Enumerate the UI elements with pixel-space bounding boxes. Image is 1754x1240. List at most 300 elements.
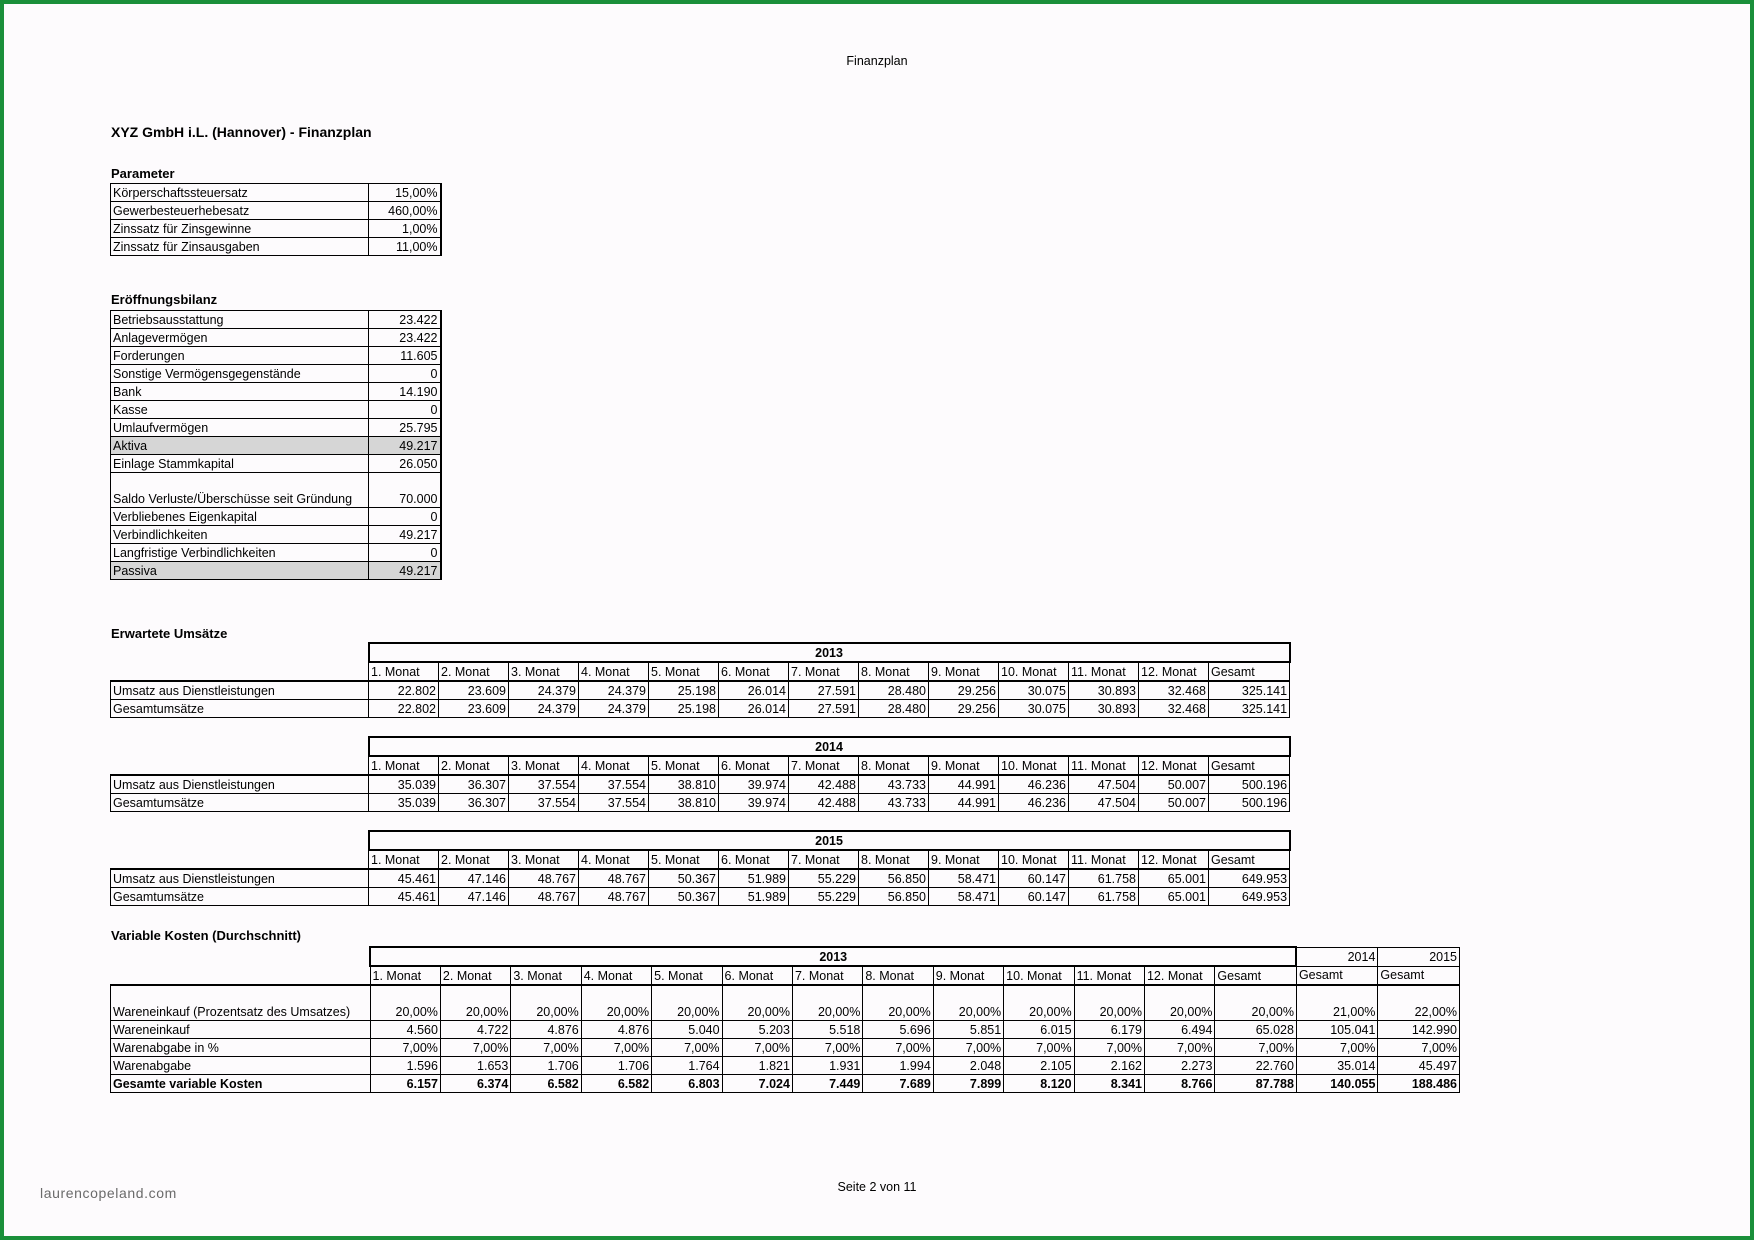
umsatz-row [111,794,1290,812]
umsatz-value: 42.488 [789,794,859,812]
umsatz-value: 24.379 [579,681,649,700]
variable-value: 5.040 [652,1021,722,1039]
variable-value: 4.876 [511,1021,581,1039]
umsatz-value: 47.504 [1069,794,1139,812]
umsatz-row [111,888,1290,906]
variable-value: 35.014 [1296,1057,1377,1075]
umsatz-value: 50.367 [649,869,719,888]
month-header: 2. Monat [440,966,510,985]
month-header: 2. Monat [439,850,509,869]
month-header: 7. Monat [789,756,859,775]
umsatz-value: 25.198 [649,700,719,718]
variable-value: 7,00% [370,1039,440,1057]
variable-value: 20,00% [511,985,581,1021]
variable-value: 6.374 [440,1075,510,1093]
month-row [111,850,1290,869]
month-header: 1. Monat [369,756,439,775]
umsatz-value: 58.471 [929,888,999,906]
parameter-label: Gewerbesteuerhebesatz [111,202,369,220]
bilanz-label: Umlaufvermögen [111,419,369,437]
bilanz-value: 0 [369,508,441,526]
umsatz-value: 325.141 [1209,700,1290,718]
month-header: 8. Monat [863,966,933,985]
umsatz-value: 26.014 [719,681,789,700]
parameter-label: Körperschaftssteuersatz [111,184,369,202]
bilanz-label: Verbliebenes Eigenkapital [111,508,369,526]
document-title: XYZ GmbH i.L. (Hannover) - Finanzplan [111,124,372,140]
umsatz-value: 24.379 [509,700,579,718]
umsatz-label: Umsatz aus Dienstleistungen [111,681,369,700]
umsatz-row [111,775,1290,794]
variable-row [111,1057,1460,1075]
bilanz-row [111,365,441,383]
umsatz-value: 39.974 [719,794,789,812]
umsatz-value: 29.256 [929,681,999,700]
year-row [111,643,1290,662]
variable-value: 142.990 [1378,1021,1460,1039]
month-header: Gesamt [1209,662,1290,681]
umsaetze-table-2013 [110,642,1291,718]
variable-value: 7,00% [581,1039,651,1057]
umsatz-value: 38.810 [649,794,719,812]
umsatz-value: 43.733 [859,794,929,812]
bilanz-label: Aktiva [111,437,369,455]
umsatz-label: Gesamtumsätze [111,888,369,906]
umsatz-value: 55.229 [789,869,859,888]
variable-value: 22.760 [1215,1057,1297,1075]
month-header: 4. Monat [579,850,649,869]
empty-cell [111,966,371,985]
month-header: 2. Monat [439,662,509,681]
bilanz-value: 23.422 [369,311,441,329]
variable-value: 20,00% [1074,985,1144,1021]
variable-value: 4.722 [440,1021,510,1039]
umsatz-value: 649.953 [1209,869,1290,888]
month-header: 9. Monat [929,662,999,681]
year-label: 2015 [369,831,1290,850]
variable-value: 1.931 [792,1057,862,1075]
umsatz-value: 23.609 [439,700,509,718]
variable-value: 7.449 [792,1075,862,1093]
umsatz-value: 50.367 [649,888,719,906]
month-header: Gesamt [1209,850,1290,869]
bilanz-value: 70.000 [369,473,441,508]
bilanz-value: 49.217 [369,526,441,544]
bilanz-value: 23.422 [369,329,441,347]
variable-value: 5.851 [933,1021,1003,1039]
variable-value: 1.764 [652,1057,722,1075]
parameter-label: Zinssatz für Zinsgewinne [111,220,369,238]
umsatz-value: 65.001 [1139,869,1209,888]
umsatz-value: 500.196 [1209,775,1290,794]
umsatz-value: 30.075 [999,681,1069,700]
umsatz-value: 22.802 [369,681,439,700]
month-header: 3. Monat [511,966,581,985]
variable-value: 21,00% [1296,985,1377,1021]
umsatz-value: 50.007 [1139,794,1209,812]
variable-value: 6.179 [1074,1021,1144,1039]
month-header: 3. Monat [509,662,579,681]
bilanz-row [111,329,441,347]
variable-value: 7,00% [863,1039,933,1057]
variable-value: 6.494 [1144,1021,1214,1039]
umsatz-value: 27.591 [789,700,859,718]
umsatz-value: 37.554 [509,794,579,812]
variable-value: 7,00% [440,1039,510,1057]
umsatz-value: 36.307 [439,794,509,812]
variable-value: 20,00% [863,985,933,1021]
umsatz-value: 28.480 [859,700,929,718]
year-label: 2015 [1378,947,1460,966]
variable-heading: Variable Kosten (Durchschnitt) [111,928,301,943]
variable-value: 1.994 [863,1057,933,1075]
umsatz-value: 649.953 [1209,888,1290,906]
month-header: 3. Monat [509,850,579,869]
variable-value: 105.041 [1296,1021,1377,1039]
bilanz-value: 11.605 [369,347,441,365]
parameter-value: 11,00% [369,238,441,256]
empty-cell [111,643,369,662]
umsatz-value: 39.974 [719,775,789,794]
variable-value: 65.028 [1215,1021,1297,1039]
month-header: 9. Monat [929,850,999,869]
umsatz-value: 48.767 [579,869,649,888]
bilanz-table [110,310,442,580]
year-label: 2014 [369,737,1290,756]
variable-value: 6.015 [1004,1021,1074,1039]
month-header: 8. Monat [859,662,929,681]
bilanz-label: Sonstige Vermögensgegenstände [111,365,369,383]
page-footer: Seite 2 von 11 [837,1180,917,1194]
bilanz-value: 49.217 [369,437,441,455]
year-label: 2013 [369,643,1290,662]
umsatz-value: 65.001 [1139,888,1209,906]
month-header: 1. Monat [369,850,439,869]
umsatz-value: 30.893 [1069,700,1139,718]
bilanz-row [111,562,441,580]
umsatz-value: 35.039 [369,775,439,794]
month-header: 4. Monat [581,966,651,985]
variable-row [111,1021,1460,1039]
month-header: 10. Monat [999,756,1069,775]
variable-value: 2.162 [1074,1057,1144,1075]
variable-value: 5.203 [722,1021,792,1039]
parameter-row [111,184,441,202]
parameter-value: 1,00% [369,220,441,238]
month-header: 10. Monat [999,850,1069,869]
parameter-value: 460,00% [369,202,441,220]
variable-value: 6.157 [370,1075,440,1093]
umsatz-value: 42.488 [789,775,859,794]
umsatz-value: 37.554 [579,794,649,812]
bilanz-row [111,526,441,544]
empty-cell [111,756,369,775]
variable-value: 7,00% [511,1039,581,1057]
parameter-row [111,238,441,256]
bilanz-value: 49.217 [369,562,441,580]
month-header: 5. Monat [652,966,722,985]
umsatz-value: 46.236 [999,775,1069,794]
variable-value: 8.766 [1144,1075,1214,1093]
umsatz-value: 22.802 [369,700,439,718]
umsaetze-heading: Erwartete Umsätze [111,626,228,641]
bilanz-row [111,401,441,419]
umsatz-value: 60.147 [999,888,1069,906]
month-header: 1. Monat [370,966,440,985]
variable-value: 20,00% [581,985,651,1021]
empty-cell [111,737,369,756]
bilanz-label: Saldo Verluste/Überschüsse seit Gründung [111,473,369,508]
umsatz-value: 24.379 [509,681,579,700]
umsatz-value: 30.893 [1069,681,1139,700]
umsatz-value: 55.229 [789,888,859,906]
umsaetze-table-2015 [110,830,1291,906]
umsatz-value: 61.758 [1069,869,1139,888]
month-header: Gesamt [1209,756,1290,775]
month-row [111,662,1290,681]
umsatz-value: 35.039 [369,794,439,812]
variable-value: 7,00% [1074,1039,1144,1057]
month-header: 7. Monat [789,850,859,869]
bilanz-value: 25.795 [369,419,441,437]
year-label: 2014 [1296,947,1377,966]
month-header: 8. Monat [859,850,929,869]
umsatz-value: 32.468 [1139,700,1209,718]
umsatz-value: 24.379 [579,700,649,718]
variable-value: 20,00% [1144,985,1214,1021]
variable-row [111,1075,1460,1093]
month-header: 6. Monat [719,756,789,775]
variable-value: 5.696 [863,1021,933,1039]
parameter-heading: Parameter [111,166,175,181]
variable-costs-table [110,946,1460,1093]
variable-value: 22,00% [1378,985,1460,1021]
parameter-table [110,183,442,256]
month-header: 9. Monat [929,756,999,775]
bilanz-label: Passiva [111,562,369,580]
variable-value: 7,00% [1215,1039,1297,1057]
month-header: 12. Monat [1144,966,1214,985]
bilanz-value: 0 [369,401,441,419]
month-header: 11. Monat [1069,850,1139,869]
variable-value: 6.803 [652,1075,722,1093]
variable-value: 7,00% [1296,1039,1377,1057]
month-header: 11. Monat [1074,966,1144,985]
umsatz-value: 26.014 [719,700,789,718]
variable-value: 20,00% [722,985,792,1021]
umsatz-value: 37.554 [509,775,579,794]
umsatz-value: 38.810 [649,775,719,794]
variable-value: 20,00% [652,985,722,1021]
bilanz-row [111,383,441,401]
bilanz-label: Langfristige Verbindlichkeiten [111,544,369,562]
variable-value: 7,00% [1378,1039,1460,1057]
variable-value: 1.706 [581,1057,651,1075]
month-header: 9. Monat [933,966,1003,985]
umsaetze-table-2014 [110,736,1291,812]
variable-value: 7,00% [933,1039,1003,1057]
umsatz-value: 51.989 [719,869,789,888]
variable-value: 1.653 [440,1057,510,1075]
month-header: 6. Monat [722,966,792,985]
bilanz-row [111,347,441,365]
page-header: Finanzplan [846,54,908,68]
variable-value: 20,00% [370,985,440,1021]
variable-value: 7,00% [652,1039,722,1057]
bilanz-label: Kasse [111,401,369,419]
variable-value: 7,00% [1144,1039,1214,1057]
bilanz-label: Bank [111,383,369,401]
variable-value: 188.486 [1378,1075,1460,1093]
umsatz-value: 36.307 [439,775,509,794]
parameter-row [111,202,441,220]
bilanz-value: 0 [369,544,441,562]
umsatz-row [111,681,1290,700]
bilanz-label: Anlagevermögen [111,329,369,347]
parameter-label: Zinssatz für Zinsausgaben [111,238,369,256]
variable-value: 20,00% [440,985,510,1021]
variable-value: 45.497 [1378,1057,1460,1075]
month-header: 12. Monat [1139,756,1209,775]
umsatz-value: 56.850 [859,869,929,888]
bilanz-label: Verbindlichkeiten [111,526,369,544]
umsatz-value: 29.256 [929,700,999,718]
watermark: laurencopeland.com [40,1185,177,1201]
month-header: 3. Monat [509,756,579,775]
month-header: 5. Monat [649,756,719,775]
bilanz-row [111,544,441,562]
month-header: 4. Monat [579,756,649,775]
umsatz-value: 51.989 [719,888,789,906]
variable-value: 1.706 [511,1057,581,1075]
umsatz-row [111,869,1290,888]
umsatz-label: Gesamtumsätze [111,794,369,812]
month-row [111,966,1460,985]
umsatz-value: 325.141 [1209,681,1290,700]
variable-row [111,1039,1460,1057]
variable-value: 6.582 [581,1075,651,1093]
bilanz-row [111,508,441,526]
variable-label: Wareneinkauf [111,1021,371,1039]
empty-cell [111,947,371,966]
month-header: 6. Monat [719,850,789,869]
variable-value: 2.273 [1144,1057,1214,1075]
variable-value: 20,00% [792,985,862,1021]
variable-value: 7.024 [722,1075,792,1093]
variable-value: 140.055 [1296,1075,1377,1093]
umsatz-label: Umsatz aus Dienstleistungen [111,775,369,794]
umsatz-label: Umsatz aus Dienstleistungen [111,869,369,888]
umsatz-value: 56.850 [859,888,929,906]
variable-label: Warenabgabe [111,1057,371,1075]
umsatz-value: 47.146 [439,869,509,888]
variable-value: 20,00% [1004,985,1074,1021]
variable-value: 1.821 [722,1057,792,1075]
variable-value: 7,00% [792,1039,862,1057]
year-row [111,947,1460,966]
variable-value: 5.518 [792,1021,862,1039]
bilanz-label: Forderungen [111,347,369,365]
variable-value: 8.341 [1074,1075,1144,1093]
umsatz-value: 58.471 [929,869,999,888]
year-row [111,737,1290,756]
month-header: Gesamt [1378,966,1460,985]
umsatz-value: 46.236 [999,794,1069,812]
umsatz-row [111,700,1290,718]
umsatz-value: 25.198 [649,681,719,700]
year-label: 2013 [370,947,1296,966]
empty-cell [111,850,369,869]
month-row [111,756,1290,775]
month-header: 11. Monat [1069,662,1139,681]
umsatz-value: 37.554 [579,775,649,794]
umsatz-value: 48.767 [509,888,579,906]
variable-value: 20,00% [1215,985,1297,1021]
variable-label: Wareneinkauf (Prozentsatz des Umsatzes) [111,985,371,1021]
umsatz-value: 28.480 [859,681,929,700]
year-row [111,831,1290,850]
variable-value: 2.105 [1004,1057,1074,1075]
month-header: 4. Monat [579,662,649,681]
month-header: 7. Monat [789,662,859,681]
variable-value: 6.582 [511,1075,581,1093]
variable-value: 7.899 [933,1075,1003,1093]
month-header: 6. Monat [719,662,789,681]
variable-value: 7,00% [1004,1039,1074,1057]
umsatz-value: 45.461 [369,888,439,906]
variable-value: 20,00% [933,985,1003,1021]
umsatz-value: 43.733 [859,775,929,794]
umsatz-value: 44.991 [929,775,999,794]
bilanz-row [111,311,441,329]
bilanz-heading: Eröffnungsbilanz [111,292,218,307]
parameter-value: 15,00% [369,184,441,202]
bilanz-row [111,437,441,455]
variable-row [111,985,1460,1021]
umsatz-value: 61.758 [1069,888,1139,906]
bilanz-label: Einlage Stammkapital [111,455,369,473]
month-header: Gesamt [1215,966,1297,985]
variable-value: 1.596 [370,1057,440,1075]
umsatz-value: 47.504 [1069,775,1139,794]
umsatz-value: 32.468 [1139,681,1209,700]
umsatz-value: 48.767 [579,888,649,906]
month-header: 5. Monat [649,662,719,681]
umsatz-label: Gesamtumsätze [111,700,369,718]
variable-value: 2.048 [933,1057,1003,1075]
month-header: 1. Monat [369,662,439,681]
umsatz-value: 60.147 [999,869,1069,888]
month-header: 5. Monat [649,850,719,869]
bilanz-value: 14.190 [369,383,441,401]
empty-cell [111,662,369,681]
month-header: 2. Monat [439,756,509,775]
bilanz-row [111,455,441,473]
bilanz-row [111,473,441,508]
month-header: 11. Monat [1069,756,1139,775]
bilanz-row [111,419,441,437]
variable-value: 87.788 [1215,1075,1297,1093]
umsatz-value: 30.075 [999,700,1069,718]
month-header: 12. Monat [1139,850,1209,869]
bilanz-value: 0 [369,365,441,383]
bilanz-value: 26.050 [369,455,441,473]
variable-value: 4.560 [370,1021,440,1039]
variable-label: Gesamte variable Kosten [111,1075,371,1093]
month-header: 7. Monat [792,966,862,985]
umsatz-value: 500.196 [1209,794,1290,812]
month-header: Gesamt [1296,966,1377,985]
